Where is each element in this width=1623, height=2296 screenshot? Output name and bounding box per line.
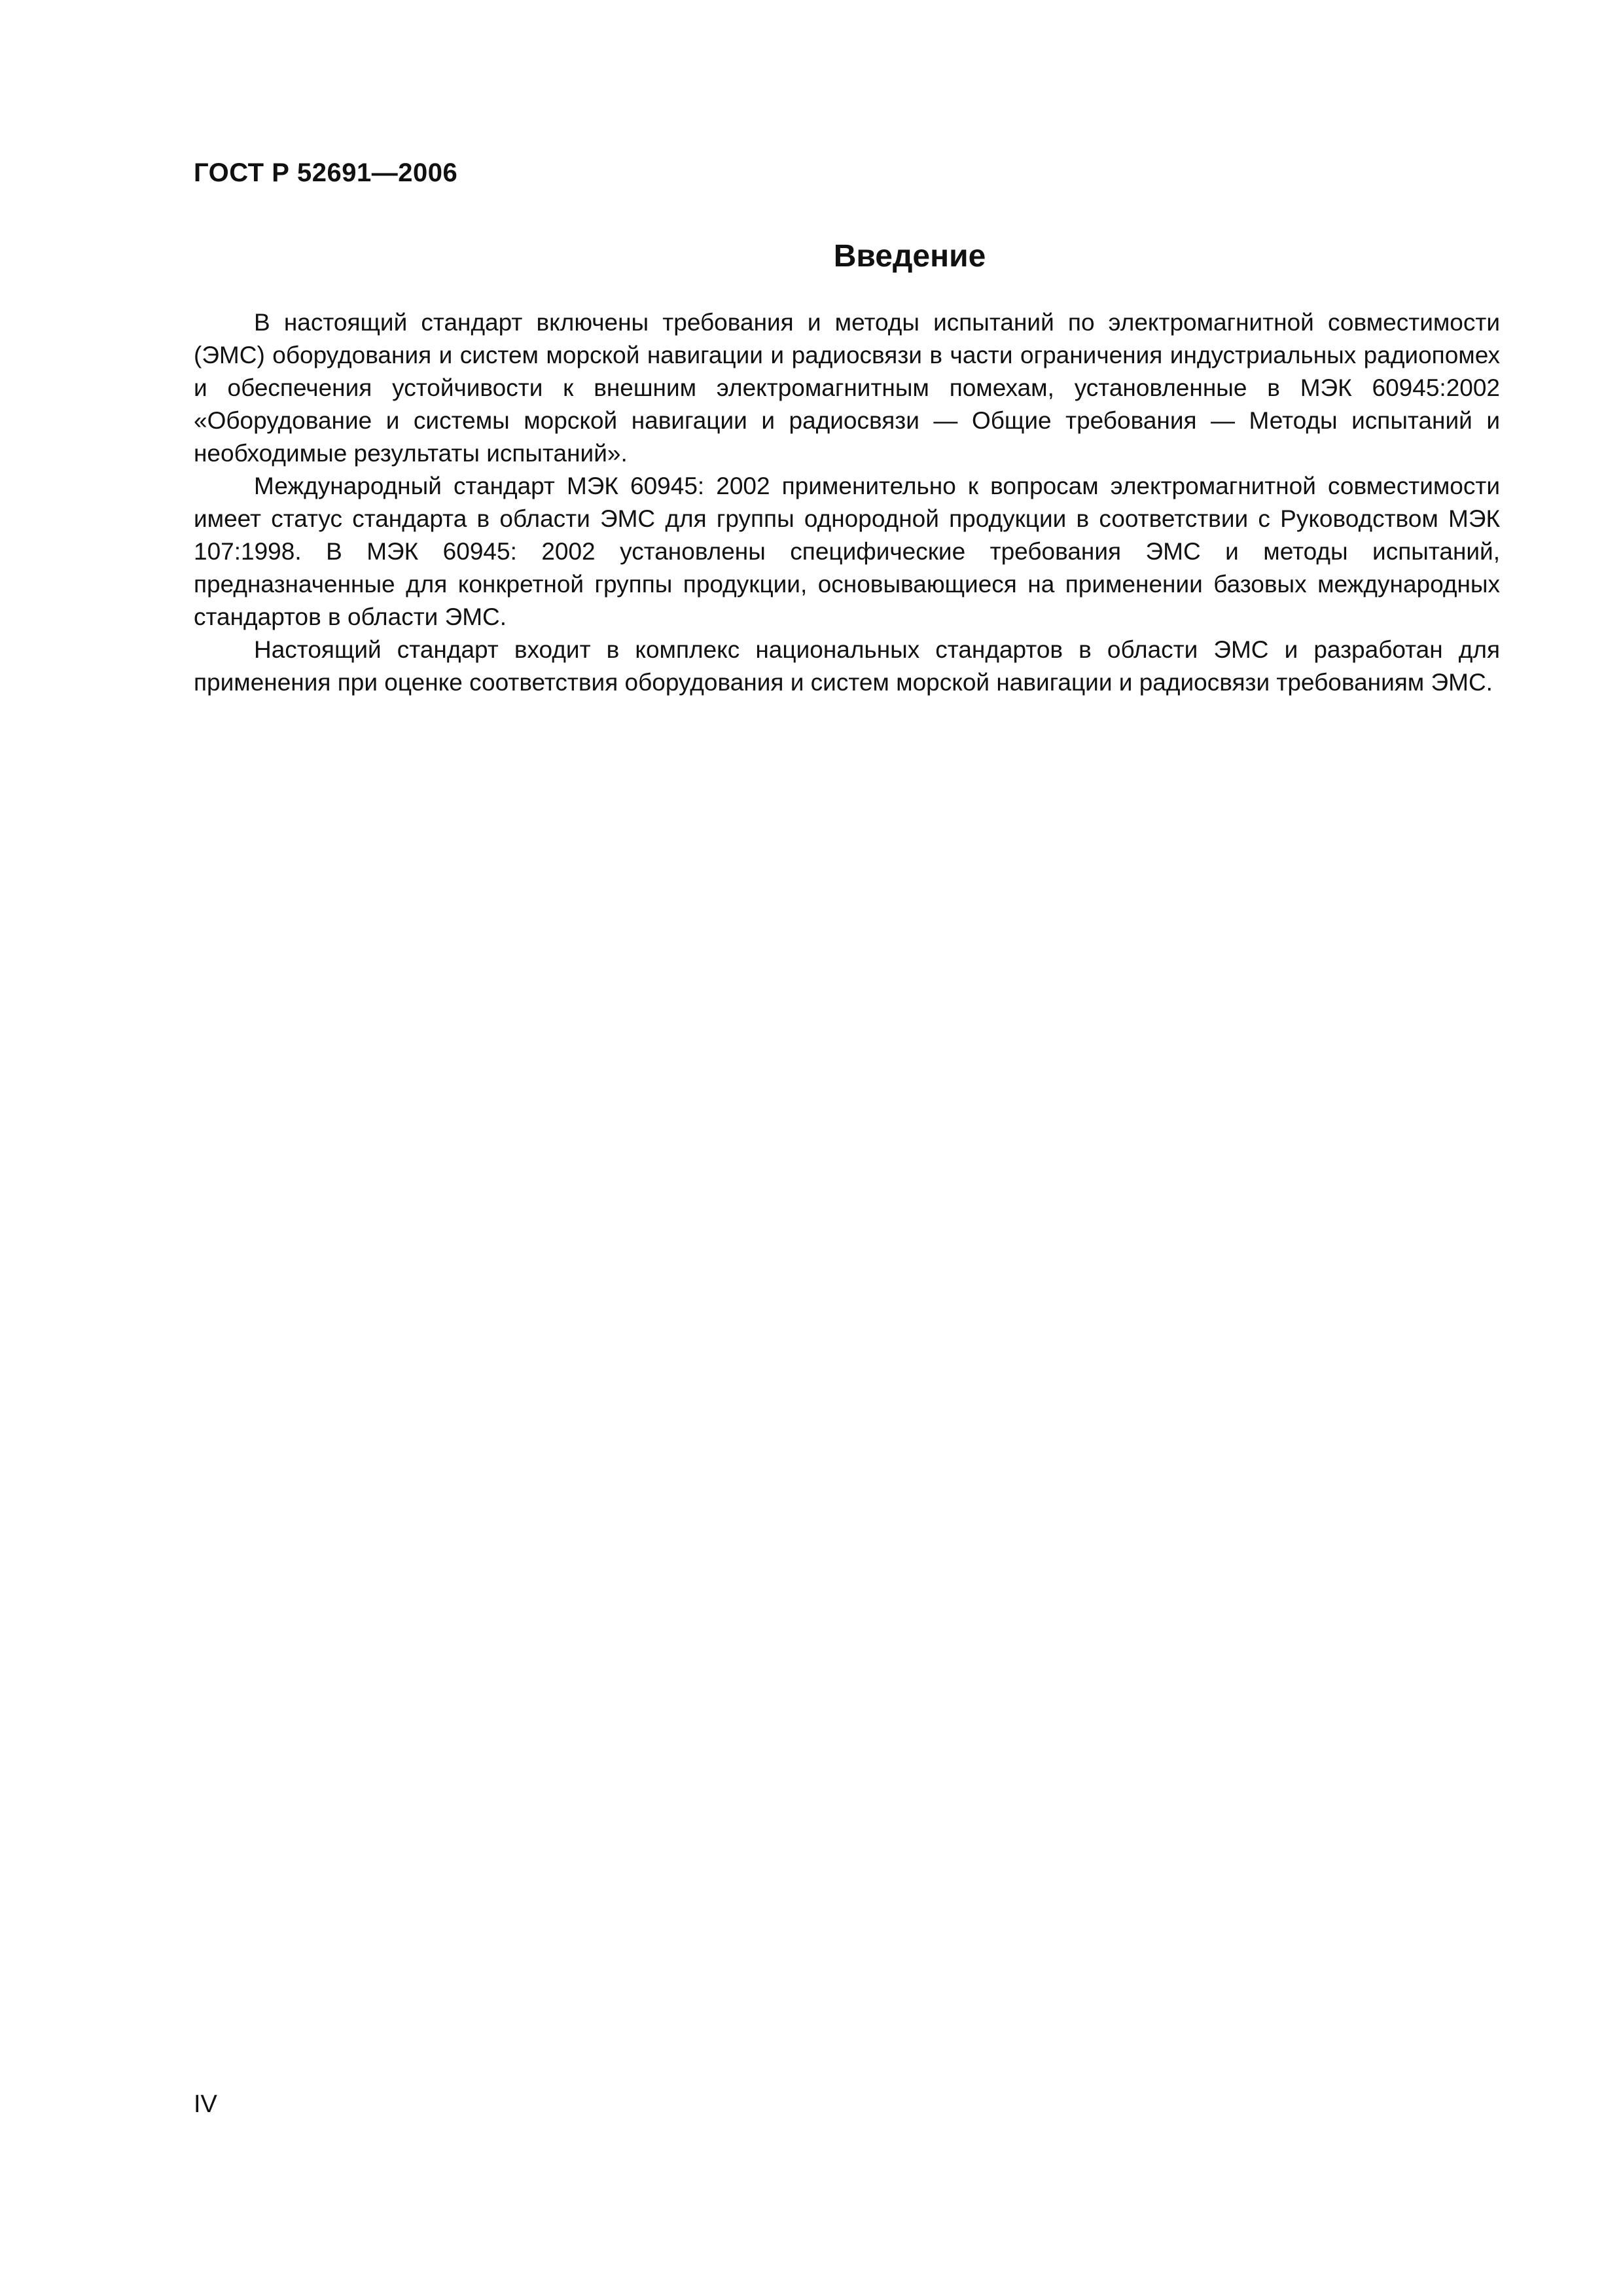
page-number: IV [194, 2090, 217, 2118]
paragraph: Настоящий стандарт входит в комплекс национальных стандартов в области ЭМС и разработан для применения при оценке соответствия оборудования и систем морской навигации и радиосвязи требованиям ЭМС. [194, 636, 1500, 696]
body-text [194, 306, 1500, 699]
section-title: Введение [833, 239, 986, 274]
paragraph: В настоящий стандарт включены требования и методы испытаний по электромагнитной совместимости (ЭМС) оборудования и систем морской навигации и радиосвязи в части ограничения индустриальных радиопомех и обеспечения устойчивости к внешним электромагнитным помехам, установленные в МЭК 60945:2002 «Оборудование и системы морской навигации и радиосвязи — Общие требования — Методы испытаний и необходимые результаты испытаний». [194, 309, 1500, 467]
document-header-standard-id: ГОСТ Р 52691—2006 [194, 158, 458, 187]
paragraph: Международный стандарт МЭК 60945: 2002 применительно к вопросам электромагнитной совместимости имеет статус стандарта в области ЭМС для группы однородной продукции в соответствии с Руководством МЭК 107:1998. В МЭК 60945: 2002 установлены специфические требования ЭМС и методы испытаний, предназначенные для конкретной группы продукции, основывающиеся на применении базовых международных стандартов в области ЭМС. [194, 473, 1500, 630]
